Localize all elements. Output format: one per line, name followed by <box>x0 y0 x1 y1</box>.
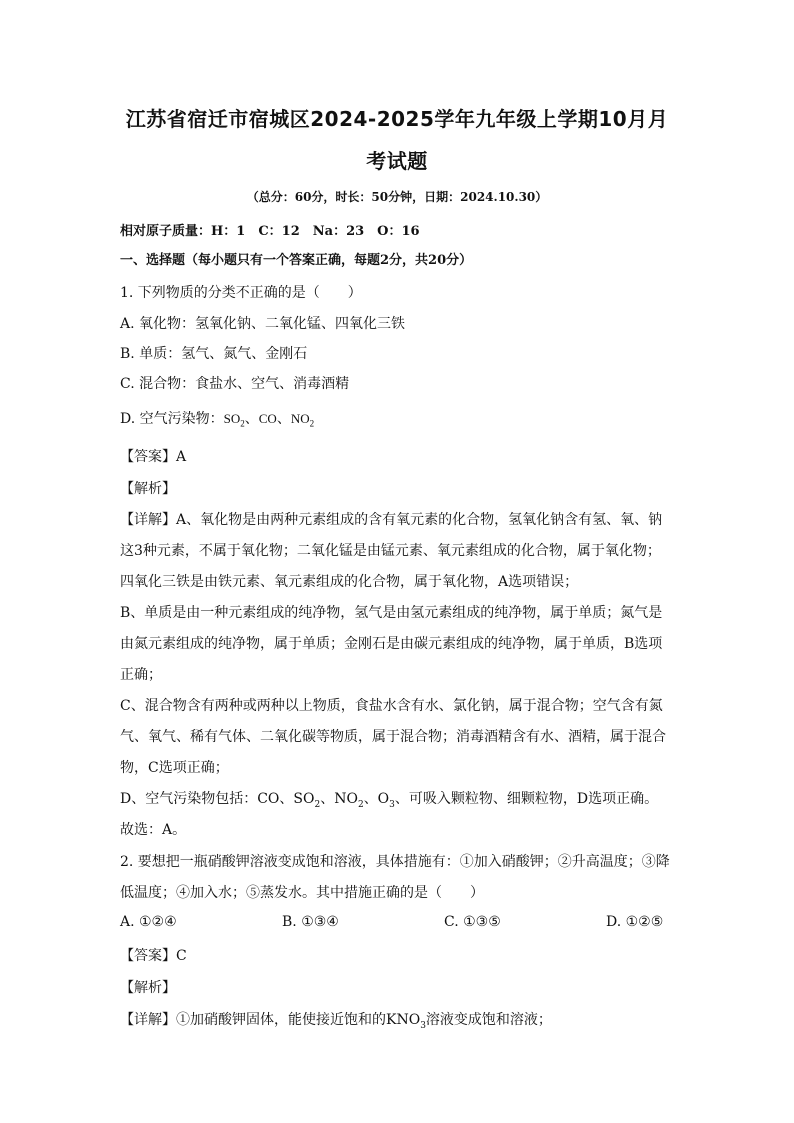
q1-detail-line: 由氮元素组成的纯净物，属于单质；金刚石是由碳元素组成的纯净物，属于单质，B选项 <box>120 636 663 652</box>
q2-stem-line1: 2. 要想把一瓶硝酸钾溶液变成饱和溶液，具体措施有：①加入硝酸钾；②升高温度；③降 <box>120 854 670 870</box>
formula-so2: $SO_2$ <box>223 411 245 429</box>
q2-option-d: D. ①②⑤ <box>606 914 664 930</box>
section-heading: 一、选择题（每小题只有一个答案正确，每题2分，共20分） <box>120 253 473 268</box>
q2-option-b: B. ①③④ <box>282 914 339 930</box>
formula-co: CO <box>258 411 277 426</box>
q1-detail-line: 这3种元素，不属于氧化物；二氧化锰是由锰元素、氧元素组成的化合物，属于氧化物； <box>120 543 661 559</box>
q1-option-a: A. 氧化物：氢氧化钠、二氧化锰、四氧化三铁 <box>120 316 406 332</box>
exam-meta: （总分：60分，时长：50分钟，日期：2024.10.30） <box>246 190 548 204</box>
q2-answer: 【答案】C <box>120 948 187 964</box>
separator: 、 <box>244 411 259 427</box>
q1-detail-line: C、混合物含有两种或两种以上物质，食盐水含有水、氯化钠，属于混合物；空气含有氮 <box>120 698 663 714</box>
q1-conclusion: 故选：A。 <box>120 822 187 838</box>
q1-detail-line: 四氧化三铁是由铁元素、氧元素组成的化合物，属于氧化物，A选项错误； <box>120 574 579 590</box>
q2-detail-line: 【详解】①加硝酸钾固体，能使接近饱和的$KNO_3$溶液变成饱和溶液； <box>120 1012 552 1031</box>
separator: 、 <box>276 411 291 427</box>
document-title-line1: 江苏省宿迁市宿城区2024-2025学年九年级上学期10月月 <box>125 107 669 131</box>
formula-no2: $NO_2$ <box>290 411 315 429</box>
q2-stem-line2: 低温度；④加入水；⑤蒸发水。其中措施正确的是（ ） <box>120 885 484 901</box>
q1-detail-line: 正确； <box>120 667 162 683</box>
q2-option-a: A. ①②④ <box>120 914 177 930</box>
q2-analysis-label: 【解析】 <box>120 980 176 996</box>
q1-analysis-label: 【解析】 <box>120 481 176 497</box>
q1-detail-line: 气、氧气、稀有气体、二氧化碳等物质，属于混合物；消毒酒精含有水、酒精，属于混合 <box>120 729 666 745</box>
document-title-line2: 考试题 <box>366 149 428 173</box>
q1-stem: 1. 下列物质的分类不正确的是（ ） <box>120 285 362 301</box>
q1-detail-line: 物，C选项正确； <box>120 760 229 776</box>
q1-option-d <box>120 408 314 429</box>
q1-answer: 【答案】A <box>120 449 187 465</box>
q1-option-b: B. 单质：氢气、氮气、金刚石 <box>120 346 308 362</box>
q1-option-d-prefix: D. 空气污染物： <box>120 411 224 427</box>
q1-option-c: C. 混合物：食盐水、空气、消毒酒精 <box>120 376 350 392</box>
atomic-masses: 相对原子质量：H：1 C：12 Na：23 O：16 <box>120 224 420 239</box>
q1-detail-line: D、空气污染物包括：CO、$SO_2$、$NO_2$、$O_3$、可吸入颗粒物、细颗粒物，D选项正确。 <box>120 791 659 810</box>
q1-detail-line: B、单质是由一种元素组成的纯净物，氢气是由氢元素组成的纯净物，属于单质；氮气是 <box>120 605 663 621</box>
q1-detail-line: 【详解】A、氧化物是由两种元素组成的含有氧元素的化合物，氢氧化钠含有氢、氧、钠 <box>120 512 663 528</box>
q2-option-c: C. ①③⑤ <box>444 914 501 930</box>
